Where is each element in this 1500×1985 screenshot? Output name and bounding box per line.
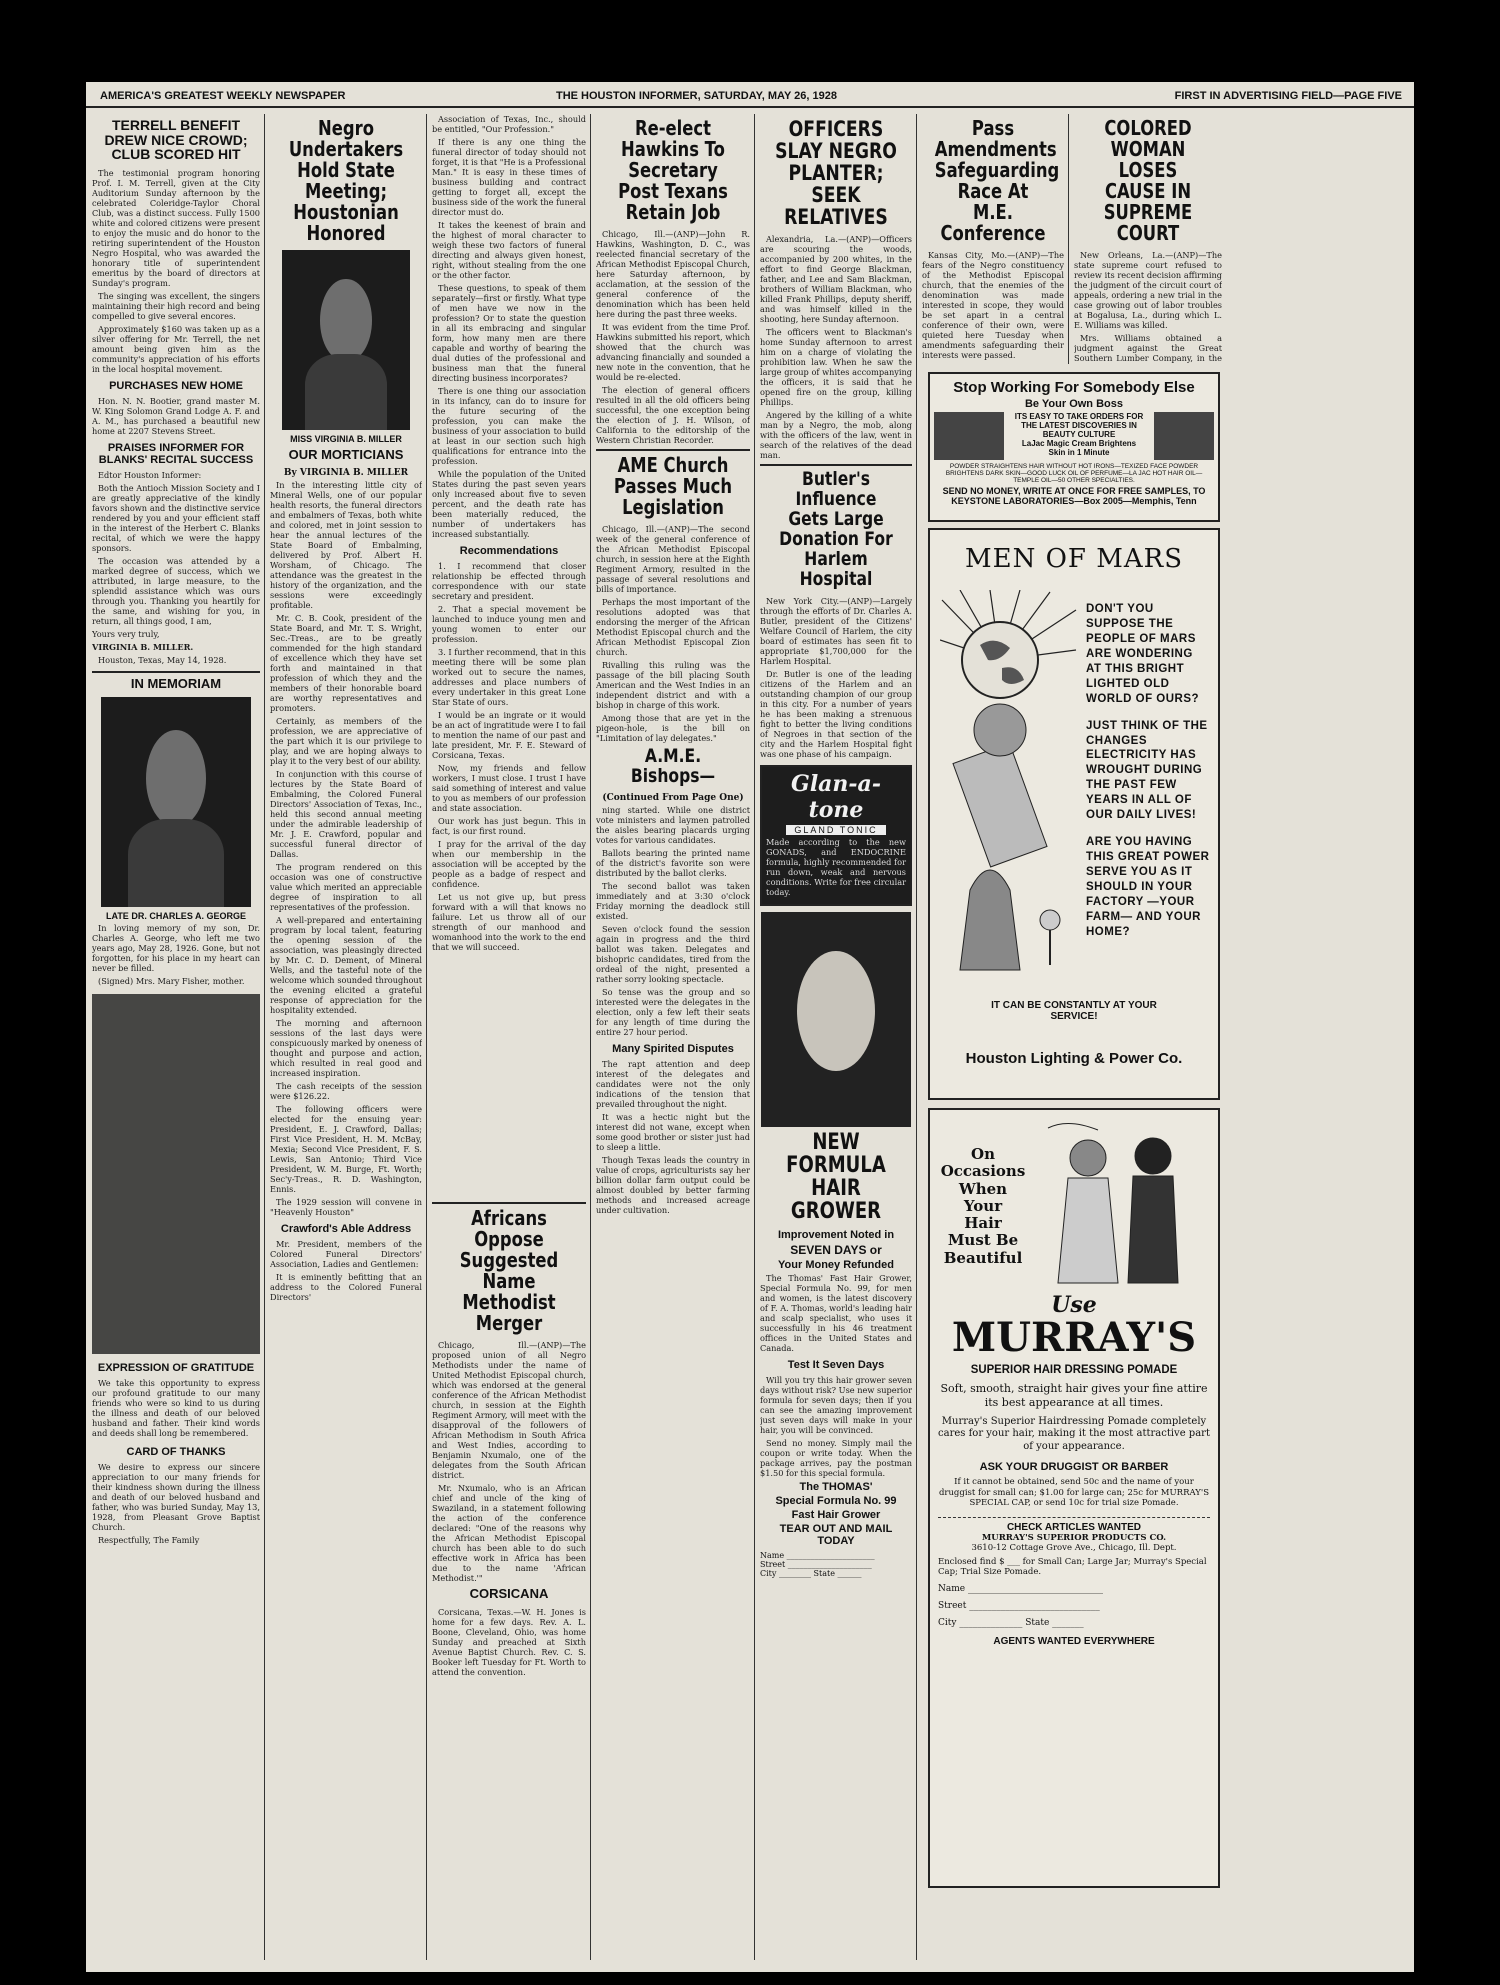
column-rule xyxy=(590,114,591,1960)
product-image xyxy=(1154,412,1214,460)
agents-wanted: AGENTS WANTED EVERYWHERE xyxy=(993,1636,1155,1648)
paragraph: The program rendered on this occasion was one of constructive value which merited an appreciable degree of inspiration to all representatives of the profession. xyxy=(270,861,422,912)
paragraph: The occasion was attended by a marked degree of success, which we attributed, in large measure, to the splendid assistance which was ours through you. Thanking you heartily for the same, and wishing for you, in return, all things good, I am, xyxy=(92,556,260,627)
paragraph: 2. That a special movement be launched to induce young men and young women to enter our profession. xyxy=(432,604,586,644)
paragraph: So tense was the group and so interested were the delegates in the election, only a few left their seats for any length of time during the entire 27 hour period. xyxy=(596,986,750,1037)
ad-line: Must Be xyxy=(947,1231,1019,1250)
paragraph: Chicago, Ill.—(ANP)—The second week of the general conference of the African Methodist Episcopal church, in session here at the Eighth Regiment Armory, resulted in the passage of several resolutions and bills of importance. xyxy=(596,524,750,594)
paragraph: (Signed) Mrs. Mary Fisher, mother. xyxy=(98,975,245,986)
paragraph: Dr. Butler is one of the leading citizens of the Harlem and an outstanding champion of our group in this city. For a number of years he has been making a strenuous fight to better the living conditions of Negroes in that section of the city and the Harlem Hospital fight was one phase of his campaign. xyxy=(760,668,912,759)
ad-tagline: IT CAN BE CONSTANTLY AT YOUR SERVICE! xyxy=(991,1000,1157,1022)
coupon-field: City ______________ State _______ xyxy=(938,1618,1084,1629)
paragraph: Hon. N. N. Bootier, grand master M. W. King Solomon Grand Lodge A. F. and A. M., has purchased a beautiful new home at 2207 Stevens Street. xyxy=(92,396,260,437)
column-6 xyxy=(922,114,1064,364)
paragraph: The officers went to Blackman's home Sunday afternoon to arrest him on a charge of violating the prohibition law. When he saw the large group of whites accompanying the officers, it is said that he opened fire on the group, killing Phillips. xyxy=(760,327,912,408)
paragraph: Perhaps the most important of the resolutions adopted was that endorsing the merger of the African Methodist Episcopal church and the African Methodist Episcopal Zion church. xyxy=(596,597,750,657)
column-rule xyxy=(916,114,917,1960)
column-rule xyxy=(1068,114,1069,364)
byline: By VIRGINIA B. MILLER xyxy=(283,467,409,478)
paragraph: Respectfully, The Family xyxy=(98,1534,200,1545)
mars-illustration xyxy=(940,590,1078,980)
signoff: VIRGINIA B. MILLER. xyxy=(92,642,194,653)
paragraph: If there is any one thing the funeral director of today should not forget, it is that "He is a Professional Man." It is easy in these times of business building and contract getting to forget all, except the business side of the work the funeral director must do. xyxy=(432,137,586,217)
paragraph: 3. I further recommend, that in this meeting there will be some plan worked out to secure the names, addresses and place numbers of every undertaker in this great Lone Star State of ours. xyxy=(432,647,586,707)
paragraph: The morning and afternoon sessions of the last days were conspicuously marked by oneness of thought and purpose and action, which resulted in real good and increased inspiration. xyxy=(270,1017,422,1078)
paragraph: ning started. While one district vote ministers and laymen patrolled the aisles bearing placards urging votes for various candidates. xyxy=(596,804,750,845)
keystone-ad xyxy=(928,372,1220,522)
houston-lighting-ad xyxy=(928,528,1220,1100)
paragraph: New York City.—(ANP)—Largely through the efforts of Dr. Charles A. Butler, president of the Citizens' Welfare Council of Harlem, the city board of estimates has seen fit to appropriate $1,700,000 for the Harlem Hospital. xyxy=(760,595,912,666)
headline-officers: OFFICERS SLAY NEGRO PLANTER; SEEK RELATIVES xyxy=(775,117,897,230)
paragraph: We take this opportunity to express our profound gratitude to our many friends who were so kind to us during the illness and death of our beloved husband and father. Their kind words and deeds shall long be remembered. xyxy=(92,1377,260,1438)
paragraph: Certainly, as members of the profession, we are appreciative of the part which it is our privilege to play, and we are hoping always to play it to the very best of our ability. xyxy=(270,715,422,766)
paragraph: Will you try this hair grower seven days without risk? Use new superior formula for seven days; then if you can see the amazing improvement just seven days will make in your hair, you will be convinced. xyxy=(760,1375,912,1436)
paragraph: While the population of the United States during the past seven years only increased about five to seven percent, and the death rate has been materially reduced, the number of undertakers has increased substantially. xyxy=(432,469,586,539)
murrays-ad xyxy=(928,1108,1220,1888)
coupon-line: The THOMAS' xyxy=(799,1481,873,1494)
paragraph: I would be an ingrate or it would be an act of ingratitude were I to fail to mention the name of our past and late president, Mr. F. E. Steward of Corsicana, Texas. xyxy=(432,710,586,760)
subhead: Recommendations xyxy=(459,545,559,557)
coupon-field: Street _____________________ xyxy=(760,1560,872,1570)
paragraph: Our work has just begun. This in fact, is our first round. xyxy=(432,816,586,836)
paragraph: I pray for the arrival of the day when our membership in the association will be accepted by the people as a badge of respect and confidence. xyxy=(432,839,586,889)
paragraph: The cash receipts of the session were $126.22. xyxy=(270,1080,422,1101)
paragraph: Association of Texas, Inc., should be entitled, "Our Profession." xyxy=(432,114,586,134)
paragraph: In loving memory of my son, Dr. Charles A. George, who left me two years ago, May 28, 1926. Gone, but not forgotten, for his place in my heart can never be filled. xyxy=(92,922,260,973)
ad-line: Skin in 1 Minute xyxy=(1048,447,1110,457)
headline-africans: Africans Oppose Suggested Name Methodist Merger xyxy=(459,1206,559,1335)
paragraph: The 1929 session will convene in "Heavenly Houston" xyxy=(270,1196,422,1217)
paragraph: Mr. C. B. Cook, president of the State Board, and Mr. T. S. Wright, Sec.-Treas., are to be greatly commended for the high standard of excellence which they have set forth and maintained in that profession of which they and the members of their honorable board are worthy representatives and promoters. xyxy=(270,612,422,713)
coupon-address: 3610-12 Cottage Grove Ave., Chicago, Ill. Dept. xyxy=(971,1542,1177,1553)
coupon-field: Street _____________________________ xyxy=(938,1600,1100,1611)
column-rule xyxy=(426,114,427,1960)
ad-ask: ASK YOUR DRUGGIST OR BARBER xyxy=(979,1461,1169,1473)
masthead-center: THE HOUSTON INFORMER, SATURDAY, MAY 26, 1928 xyxy=(556,90,837,102)
headline-ame-legislation: AME Church Passes Much Legislation xyxy=(613,453,733,519)
ad-line: THE LATEST DISCOVERIES IN xyxy=(1021,420,1137,430)
paragraph: There is one thing our association in its infancy, can do to insure for the future securing of the profession, you can make the business of your association to build at least in our section such high qualifications for entrance into the profession. xyxy=(432,386,586,466)
signoff: Houston, Texas, May 14, 1928. xyxy=(98,655,227,666)
subhead: Test It Seven Days xyxy=(787,1359,885,1372)
column-rule xyxy=(754,114,755,1960)
paragraph: The Thomas' Fast Hair Grower, Special Formula No. 99, for men and women, is the latest discovery of F. A. Thomas, world's leading hair and scalp specialist, who uses it successfully in his 46 treatment offices in the United States and Canada. xyxy=(760,1273,912,1354)
subhead: OUR MORTICIANS xyxy=(288,447,404,462)
paragraph: Kansas City, Mo.—(ANP)—The fears of the Negro constituency of the Methodist Episcopal church, that the enemies of the denomination was made interested in scope, they would be set apart in a central conference of their own, were quieted here Tuesday when amendments safeguarding their interests were passed. xyxy=(922,250,1064,360)
masthead-left: AMERICA'S GREATEST WEEKLY NEWSPAPER xyxy=(100,90,346,102)
ad-headline: MEN OF MARS xyxy=(964,544,1184,574)
headline-colored-woman: COLORED WOMAN LOSES CAUSE IN SUPREME COURT xyxy=(1103,116,1193,245)
paragraph: Edtor Houston Informer: xyxy=(98,470,202,481)
ad-line: KEYSTONE LABORATORIES—Box 2005—Memphis, Tenn xyxy=(951,495,1197,506)
coupon-enclosed: Enclosed find $ ___ for Small Can; Large Jar; Murray's Special Cap; Trial Size Pomade. xyxy=(938,1556,1207,1577)
ad-use: Use xyxy=(1051,1292,1097,1318)
paragraph: Mr. President, members of the Colored Funeral Directors' Association, Ladies and Gentlemen: xyxy=(270,1238,422,1269)
paragraph: In the interesting little city of Mineral Wells, one of our popular health resorts, the funeral directors and embalmers of Texas, both white and colored, met in joint session to hear the annual lectures of the State Board of Embalming, delivered by Prof. Albert H. Worsham, of Chicago. The attendance was the greatest in the history of the organization, and the sessions were exceedingly profitable. xyxy=(270,479,422,610)
coupon-address: MURRAY'S SUPERIOR PRODUCTS CO. xyxy=(981,1532,1167,1543)
masthead-right: FIRST IN ADVERTISING FIELD—PAGE FIVE xyxy=(1174,90,1402,102)
subhead: PURCHASES NEW HOME xyxy=(109,380,243,393)
portrait-photo xyxy=(101,697,251,907)
ad-line: Your xyxy=(963,1196,1003,1215)
headline-hair-grower: NEW FORMULA HAIR GROWER xyxy=(786,1129,886,1225)
ad-line: When xyxy=(958,1179,1008,1198)
glan-a-tone-ad xyxy=(760,765,912,906)
coupon-field: Name ______________________________ xyxy=(938,1583,1103,1594)
paragraph: Let us not give up, but press forward with a will that knows no failure. Let us throw all of our strength of our manhood and womanhood into the work to the end that we will succeed. xyxy=(432,892,586,952)
dancers-illustration xyxy=(1028,1118,1210,1288)
photo-caption: LATE DR. CHARLES A. GEORGE xyxy=(105,910,246,921)
paragraph: Rivalling this ruling was the passage of the bill placing South American and the West Indies in an independent district and with a bishop in charge of this work. xyxy=(596,660,750,710)
paragraph: The rapt attention and deep interest of the delegates and candidates were not the only indications of the tension that prevailed throughout the night. xyxy=(596,1058,750,1109)
subhead: PRAISES INFORMER FOR BLANKS' RECITAL SUCCESS xyxy=(98,442,254,467)
paragraph: The second ballot was taken immediately and at 3:30 o'clock Friday morning the deadlock still existed. xyxy=(596,880,750,921)
paragraph: Chicago, Ill.—(ANP)—The proposed union of all Negro Methodists under the name of United Methodist Episcopal church, which was endorsed at the general conference of the African Methodist church, in session at the Eighth Regiment Armory, will meet with the disapproval of the followers of African Methodism in South Africa and West Indies, according to Benjamin Nxumalo, one of the delegates from the South African district. xyxy=(432,1340,586,1480)
ad-line: Hair xyxy=(964,1214,1002,1232)
headline-undertakers: Negro Undertakers Hold State Meeting; Houstonian Honored xyxy=(288,116,404,245)
coupon-line: TEAR OUT AND MAIL TODAY xyxy=(779,1523,893,1548)
damaged-area xyxy=(92,994,260,1354)
paragraph: Send no money. Simply mail the coupon or write today. When the package arrives, pay the postman $1.50 for this special formula. xyxy=(760,1438,912,1479)
ad-text: Murray's Superior Hairdressing Pomade completely cares for your hair, making it the most attractive part of your appearance. xyxy=(938,1415,1210,1452)
ad-text: Made according to the new GONADS, and ENDOCRINE formula, highly recommended for run down, weak and nervous conditions. Write for free circular today. xyxy=(766,836,906,897)
paragraph: It was a hectic night but the interest did not wane, except when some good brother or sister just had to sleep a little. xyxy=(596,1111,750,1152)
paragraph: The testimonial program honoring Prof. I. M. Terrell, given at the City Auditorium Sunday afternoon by the celebrated Coleridge-Taylor Choral Club, was a distinct success. Fully 1500 white and colored citizens were present to enjoy the music and do honor to the retiring superintendent of the Houston Negro Hospital, who was awarded the honorary title of superintendent emeritus by the board of directors at Sunday's program. xyxy=(92,168,260,289)
ad-line: Your Money Refunded xyxy=(778,1259,894,1272)
coupon-line: Special Formula No. 99 xyxy=(775,1495,897,1508)
ad-headline: Stop Working For Somebody Else xyxy=(953,379,1195,396)
ad-line: LaJac Magic Cream Brightens xyxy=(1021,438,1137,448)
headline-hawkins: Re-elect Hawkins To Secretary Post Texans Retain Job xyxy=(618,116,728,224)
paragraph: Angered by the killing of a white man by a Negro, the mob, along with the officers of the law, went in search of the relatives of the dead man. xyxy=(760,410,912,461)
memoriam-heading: IN MEMORIAM xyxy=(130,676,222,692)
subhead: CORSICANA xyxy=(469,1586,549,1601)
woman-photo xyxy=(761,912,911,1127)
paragraph: Seven o'clock found the session again in progress and the third ballot was taken. Delegates and bishopric candidates, tired from the ordeal of the night, presented a rather sorry looking spectacle. xyxy=(596,923,750,984)
ad-text: If it cannot be obtained, send 50c and the name of your druggist for small can; $1.00 for large can; 25c for MURRAY'S SPECIAL CAP, or send 10c for trial size Pomade. xyxy=(938,1477,1210,1509)
subhead: CARD OF THANKS xyxy=(126,1445,226,1458)
paragraph xyxy=(922,363,1064,364)
continued-note: (Continued From Page One) xyxy=(602,792,744,803)
paragraph: It was evident from the time Prof. Hawkins submitted his report, which showed that the church was advancing financially and sounded a new note in the convention, that he would be re-elected. xyxy=(596,322,750,382)
paragraph: Corsicana, Texas.—W. H. Jones is home for a few days. Rev. A. L. Boone, Cleveland, Ohio, was home Sunday and preached at Sixth Avenue Baptist Church. Rev. C. S. Booker left Tuesday for Ft. Worth to attend the convention. xyxy=(432,1606,586,1677)
signoff: Yours very truly, xyxy=(92,629,160,640)
ad-sub: Be Your Own Boss xyxy=(1024,397,1123,410)
ad-line: SEVEN DAYS or xyxy=(790,1243,882,1258)
product-image xyxy=(934,412,1004,460)
coupon-heading: CHECK ARTICLES WANTED xyxy=(1006,1521,1142,1533)
paragraph: It takes the keenest of brain and the highest of moral character to weigh these two factors of funeral directing and always given honest, right, without stealing from the one or the other factor. xyxy=(432,220,586,280)
paragraph: It is eminently befitting that an address to the Colored Funeral Directors' xyxy=(270,1271,422,1302)
ad-question: JUST THINK OF THE CHANGES ELECTRICITY HAS WROUGHT DURING THE PAST FEW YEARS IN ALL OF OUR DAILY LIVES! xyxy=(1086,719,1208,822)
ad-line: SEND NO MONEY, WRITE AT ONCE FOR FREE SAMPLES, TO xyxy=(942,485,1206,496)
ad-text: Soft, smooth, straight hair gives your fine attire its best appearance at all times. xyxy=(940,1382,1208,1409)
ad-line: POWDER STRAIGHTENS HAIR WITHOUT HOT IRONS—TEXIZED FACE POWDER BRIGHTENS DARK SKIN—GOOD LUCK OIL OF PERFUME—LA JAC HOT HAIR OIL—TEMPLE OIL—50 OTHER SPECIALTIES. xyxy=(945,462,1203,484)
paragraph: Among those that are yet in the pigeon-hole, is the bill on "Limitation of lay delegates." xyxy=(596,713,750,743)
coupon-line: Fast Hair Grower xyxy=(791,1509,881,1522)
paragraph: Alexandria, La.—(ANP)—Officers are scouring the woods, accompanied by 200 whites, in the effort to find George Blackman, father, and Lee and Sam Blackman, brothers of William Blackman, who killed Frank Phillips, deputy sheriff, and was himself killed in the shooting, here Sunday afternoon. xyxy=(760,234,912,325)
paragraph: New Orleans, La.—(ANP)—The state supreme court refused to review its recent decision affirming the judgment of the circuit court of appeals, ordering a new trial in the case growing out of labor troubles at Bogalusa, La., during which L. E. Williams was killed. xyxy=(1074,250,1222,330)
ad-product: SUPERIOR HAIR DRESSING POMADE xyxy=(970,1362,1178,1376)
ad-brand: Glan-a-tone xyxy=(791,770,881,823)
subhead: EXPRESSION OF GRATITUDE xyxy=(97,1361,255,1374)
ad-line: On Occasions xyxy=(940,1145,1026,1181)
paragraph: Chicago, Ill.—(ANP)—John R. Hawkins, Washington, D. C., was reelected financial secretary of the African Methodist Episcopal Church, here Saturday afternoon, by acclamation, at the session of the general conference of the denomination which has been held here during the past three weeks. xyxy=(596,229,750,319)
paragraph: Mr. Nxumalo, who is an African chief and uncle of the king of Swaziland, in a statement following the action of the conference declared: "One of the reasons why the African Methodist Episcopal church has been able to do such effective work in Africa has been due to the name 'African Methodist.'" xyxy=(432,1483,586,1583)
ad-line: BEAUTY CULTURE xyxy=(1042,429,1116,439)
paragraph: 1. I recommend that closer relationship be effected through correspondence with our state secretary and president. xyxy=(432,561,586,601)
paragraph: In conjunction with this course of lectures by the State Board of Embalming, the Colored Funeral Directors' Association of Texas, Inc., held this second annual meeting under the admirable leadership of Mr. J. E. Crawford, popular and successful funeral director of Dallas. xyxy=(270,768,422,859)
column-5 xyxy=(760,114,912,1962)
ad-line: Beautiful xyxy=(943,1248,1023,1267)
column-2 xyxy=(270,114,422,1962)
paragraph: Both the Antioch Mission Society and I are greatly appreciative of the kindly favors shown and the distinctive service rendered by you and your efficient staff in the interest of the Herbert C. Blanks recital, of which we were the happy sponsors. xyxy=(92,483,260,554)
column-1 xyxy=(92,114,260,1962)
paragraph: Mrs. Williams obtained a judgment against the Great Southern Lumber Company, in the xyxy=(1074,333,1222,363)
headline-terrell: TERRELL BENEFIT DREW NICE CROWD; CLUB SCORED HIT xyxy=(104,117,248,163)
paragraph: Approximately $160 was taken up as a silver offering for Mr. Terrell, the net amount being given him as the community's appreciation of his efforts in the local hospital movement. xyxy=(92,324,260,375)
coupon-field: Name ______________________ xyxy=(760,1551,875,1561)
portrait-photo xyxy=(282,250,410,430)
coupon-field: City ________ State ______ xyxy=(760,1569,862,1579)
masthead xyxy=(86,88,1414,108)
company-name: Houston Lighting & Power Co. xyxy=(965,1050,1183,1067)
paragraph: The following officers were elected for the ensuing year: President, E. J. Crawford, Dallas; First Vice President, H. M. McBay, Mexia; Second Vice President, F. S. Lewis, San Antonio; Third Vice President, W. M. Burge, Ft. Worth; Sec'y-Treas., R. D. Washington, Ennis. xyxy=(270,1103,422,1194)
column-rule xyxy=(264,114,265,1960)
ad-line: ITS EASY TO TAKE ORDERS FOR xyxy=(1014,411,1144,421)
paragraph: Now, my friends and fellow workers, I must close. I trust I have said something of interest and value to you as members of our profession and state association. xyxy=(432,763,586,813)
paragraph: The election of general officers resulted in all the old officers being successful, the one exception being the election of J. H. Wilson, of California to the editorship of the Western Christian Recorder. xyxy=(596,385,750,445)
subhead: Many Spirited Disputes xyxy=(612,1042,734,1055)
paragraph: We desire to express our sincere appreciation to our many friends for their kindness shown during the illness and death of our beloved husband and father, who was buried Sunday, May 13, 1928, from Pleasant Grove Baptist Church. xyxy=(92,1461,260,1532)
headline-bishops: A.M.E. Bishops— xyxy=(630,745,716,787)
ad-brand: MURRAY'S xyxy=(951,1314,1197,1361)
paragraph: The singing was excellent, the singers maintaining their high record and being compelled to give several encores. xyxy=(92,291,260,322)
ad-question: ARE YOU HAVING THIS GREAT POWER SERVE YOU AS IT SHOULD IN YOUR FACTORY —YOUR FARM— AND YOUR HOME? xyxy=(1086,836,1210,938)
paragraph: Though Texas leads the country in value of crops, agriculturists say her billion dollar farm output could be almost doubled by better farming methods and increased acreage under cultivation. xyxy=(596,1154,750,1215)
paragraph: Ballots bearing the printed name of the district's favorite son were distributed by the ballot clerks. xyxy=(596,847,750,878)
ad-line: Improvement Noted in xyxy=(777,1229,895,1242)
africans-article xyxy=(432,1202,586,1962)
ad-tagline: GLAND TONIC xyxy=(786,825,886,835)
photo-caption: MISS VIRGINIA B. MILLER xyxy=(290,434,402,444)
column-7 xyxy=(1074,114,1222,364)
newspaper-page xyxy=(86,82,1414,1972)
column-4 xyxy=(596,114,750,1962)
ad-question: DON'T YOU SUPPOSE THE PEOPLE OF MARS ARE WONDERING AT THIS BRIGHT LIGHTED OLD WORLD OF OURS? xyxy=(1086,603,1200,705)
paragraph: These questions, to speak of them separately—first or firstly. What type of men have we now in the profession? Or to state the question in all its embracing and singular form, how many men are there capable and worthy of bearing the dual duties of the professional and business man that the funeral directing business incorporates? xyxy=(432,283,586,383)
subhead: Crawford's Able Address xyxy=(280,1222,412,1235)
paragraph: A well-prepared and entertaining program by local talent, featuring the opening session of the association, was pleasingly directed by Mr. C. D. Dement, of Mineral Wells, and the tasteful note of the welcome which sounded throughout the evening elicited a grateful response of appreciation for the hospitality extended. xyxy=(270,914,422,1015)
headline-butler: Butler's Influence Gets Large Donation For Harlem Hospital xyxy=(779,468,893,590)
headline-amendments: Pass Amendments Safeguarding Race At M.E. Conference xyxy=(934,116,1060,245)
